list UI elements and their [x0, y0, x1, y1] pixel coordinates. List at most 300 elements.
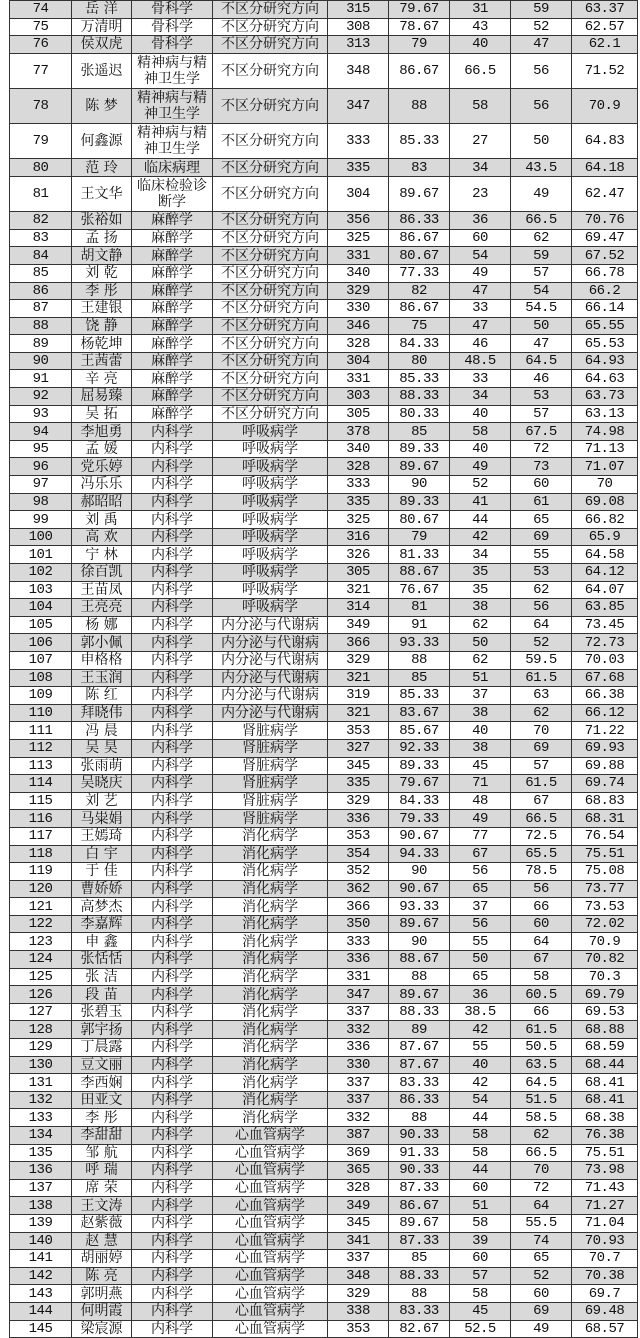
direction-cell: 内分泌与代谢病 [213, 704, 328, 722]
rank-cell: 124 [10, 951, 72, 969]
name-cell: 万清明 [72, 18, 132, 36]
rank-cell: 98 [10, 493, 72, 511]
table-row [10, 546, 638, 564]
name-cell: 孟 扬 [72, 229, 132, 247]
table-row [10, 1179, 638, 1197]
initial-score-cell: 347 [328, 88, 389, 123]
rank-cell: 105 [10, 616, 72, 634]
initial-score-cell: 303 [328, 388, 389, 406]
direction-cell: 不区分研究方向 [213, 370, 328, 388]
total-score-cell: 64.93 [572, 352, 638, 370]
name-cell: 王文华 [72, 176, 132, 211]
total-score-cell: 71.27 [572, 1197, 638, 1215]
score-a-cell: 90.33 [389, 1162, 450, 1180]
direction-cell: 不区分研究方向 [213, 36, 328, 54]
score-a-cell: 80 [389, 352, 450, 370]
score-b-cell: 60 [450, 1250, 511, 1268]
table-row [10, 247, 638, 265]
total-score-cell: 76.54 [572, 827, 638, 845]
score-b-cell: 67 [450, 845, 511, 863]
score-a-cell: 83.33 [389, 1074, 450, 1092]
total-score-cell: 70.93 [572, 1232, 638, 1250]
rank-cell: 90 [10, 352, 72, 370]
initial-score-cell: 387 [328, 1127, 389, 1145]
name-cell: 于 佳 [72, 863, 132, 881]
rank-cell: 101 [10, 546, 72, 564]
total-score-cell: 68.41 [572, 1091, 638, 1109]
major-cell: 临床检验诊断学 [132, 176, 213, 211]
major-cell: 麻醉学 [132, 335, 213, 353]
score-b-cell: 40 [450, 1056, 511, 1074]
total-score-cell: 64.63 [572, 370, 638, 388]
rank-cell: 118 [10, 845, 72, 863]
rank-cell: 97 [10, 476, 72, 494]
rank-cell: 143 [10, 1285, 72, 1303]
name-cell: 赵紫薇 [72, 1214, 132, 1232]
direction-cell: 心血管病学 [213, 1267, 328, 1285]
score-a-cell: 79.67 [389, 1, 450, 19]
rank-cell: 115 [10, 792, 72, 810]
table-row [10, 1003, 638, 1021]
score-b-cell: 56 [450, 863, 511, 881]
score-b-cell: 34 [450, 546, 511, 564]
score-a-cell: 81.33 [389, 546, 450, 564]
total-score-cell: 69.48 [572, 1302, 638, 1320]
score-a-cell: 88.33 [389, 1267, 450, 1285]
total-score-cell: 70 [572, 476, 638, 494]
rank-cell: 128 [10, 1021, 72, 1039]
table-row [10, 863, 638, 881]
score-a-cell: 80.67 [389, 511, 450, 529]
score-c-cell: 64 [511, 1197, 572, 1215]
major-cell: 骨科学 [132, 18, 213, 36]
initial-score-cell: 352 [328, 863, 389, 881]
total-score-cell: 71.52 [572, 53, 638, 88]
initial-score-cell: 348 [328, 53, 389, 88]
score-b-cell: 47 [450, 317, 511, 335]
score-c-cell: 67.5 [511, 423, 572, 441]
total-score-cell: 66.78 [572, 264, 638, 282]
total-score-cell: 70.9 [572, 933, 638, 951]
score-c-cell: 46 [511, 370, 572, 388]
initial-score-cell: 325 [328, 511, 389, 529]
score-b-cell: 38 [450, 739, 511, 757]
rank-cell: 96 [10, 458, 72, 476]
initial-score-cell: 331 [328, 968, 389, 986]
initial-score-cell: 348 [328, 1267, 389, 1285]
direction-cell: 心血管病学 [213, 1179, 328, 1197]
rank-cell: 78 [10, 88, 72, 123]
score-c-cell: 70 [511, 722, 572, 740]
initial-score-cell: 328 [328, 1179, 389, 1197]
score-b-cell: 58 [450, 1214, 511, 1232]
score-a-cell: 93.33 [389, 634, 450, 652]
score-b-cell: 44 [450, 511, 511, 529]
score-a-cell: 93.33 [389, 898, 450, 916]
total-score-cell: 71.04 [572, 1214, 638, 1232]
score-c-cell: 52 [511, 18, 572, 36]
score-c-cell: 60 [511, 1285, 572, 1303]
rank-cell: 93 [10, 405, 72, 423]
table-row [10, 634, 638, 652]
score-c-cell: 64.5 [511, 1074, 572, 1092]
major-cell: 骨科学 [132, 36, 213, 54]
table-row [10, 511, 638, 529]
score-c-cell: 60 [511, 476, 572, 494]
direction-cell: 呼吸病学 [213, 599, 328, 617]
rank-cell: 125 [10, 968, 72, 986]
name-cell: 高梦杰 [72, 898, 132, 916]
total-score-cell: 68.44 [572, 1056, 638, 1074]
score-c-cell: 62 [511, 1127, 572, 1145]
total-score-cell: 63.37 [572, 1, 638, 19]
rank-cell: 74 [10, 1, 72, 19]
score-a-cell: 88.33 [389, 388, 450, 406]
initial-score-cell: 362 [328, 880, 389, 898]
total-score-cell: 68.31 [572, 810, 638, 828]
direction-cell: 内分泌与代谢病 [213, 687, 328, 705]
direction-cell: 呼吸病学 [213, 458, 328, 476]
score-b-cell: 50 [450, 634, 511, 652]
name-cell: 吴 拓 [72, 405, 132, 423]
score-b-cell: 58 [450, 88, 511, 123]
score-b-cell: 48.5 [450, 352, 511, 370]
rank-cell: 81 [10, 176, 72, 211]
table-row [10, 440, 638, 458]
score-c-cell: 69 [511, 1302, 572, 1320]
total-score-cell: 71.43 [572, 1179, 638, 1197]
total-score-cell: 73.98 [572, 1162, 638, 1180]
major-cell: 内科学 [132, 458, 213, 476]
total-score-cell: 64.58 [572, 546, 638, 564]
name-cell: 李嘉辉 [72, 915, 132, 933]
score-a-cell: 85.33 [389, 687, 450, 705]
initial-score-cell: 319 [328, 687, 389, 705]
score-a-cell: 80.33 [389, 405, 450, 423]
score-c-cell: 65.5 [511, 845, 572, 863]
rank-cell: 108 [10, 669, 72, 687]
direction-cell: 消化病学 [213, 1003, 328, 1021]
direction-cell: 心血管病学 [213, 1250, 328, 1268]
table-row [10, 1127, 638, 1145]
score-b-cell: 27 [450, 124, 511, 159]
name-cell: 侯双虎 [72, 36, 132, 54]
initial-score-cell: 366 [328, 898, 389, 916]
total-score-cell: 68.41 [572, 1074, 638, 1092]
direction-cell: 呼吸病学 [213, 476, 328, 494]
score-c-cell: 61.5 [511, 669, 572, 687]
major-cell: 内科学 [132, 564, 213, 582]
table-row [10, 599, 638, 617]
score-a-cell: 75 [389, 317, 450, 335]
score-c-cell: 58 [511, 968, 572, 986]
score-b-cell: 66.5 [450, 53, 511, 88]
score-a-cell: 87.33 [389, 1232, 450, 1250]
score-c-cell: 49 [511, 1320, 572, 1338]
rank-cell: 131 [10, 1074, 72, 1092]
table-row [10, 1021, 638, 1039]
rank-cell: 88 [10, 317, 72, 335]
score-c-cell: 69 [511, 528, 572, 546]
initial-score-cell: 321 [328, 581, 389, 599]
rank-cell: 119 [10, 863, 72, 881]
name-cell: 屈易臻 [72, 388, 132, 406]
major-cell: 内科学 [132, 528, 213, 546]
table-row [10, 775, 638, 793]
rank-cell: 106 [10, 634, 72, 652]
major-cell: 内科学 [132, 1267, 213, 1285]
score-a-cell: 81 [389, 599, 450, 617]
initial-score-cell: 315 [328, 1, 389, 19]
name-cell: 吴 昊 [72, 739, 132, 757]
name-cell: 杨 娜 [72, 616, 132, 634]
score-b-cell: 42 [450, 1074, 511, 1092]
score-a-cell: 88 [389, 88, 450, 123]
score-b-cell: 54 [450, 1091, 511, 1109]
table-row [10, 352, 638, 370]
score-a-cell: 90 [389, 863, 450, 881]
initial-score-cell: 349 [328, 1197, 389, 1215]
total-score-cell: 68.57 [572, 1320, 638, 1338]
score-c-cell: 62 [511, 581, 572, 599]
initial-score-cell: 321 [328, 704, 389, 722]
initial-score-cell: 329 [328, 651, 389, 669]
major-cell: 内科学 [132, 775, 213, 793]
table-row [10, 1162, 638, 1180]
table-row [10, 1109, 638, 1127]
score-a-cell: 89.67 [389, 176, 450, 211]
score-b-cell: 55 [450, 933, 511, 951]
initial-score-cell: 378 [328, 423, 389, 441]
direction-cell: 消化病学 [213, 1074, 328, 1092]
score-c-cell: 63.5 [511, 1056, 572, 1074]
score-b-cell: 40 [450, 36, 511, 54]
score-c-cell: 61.5 [511, 1021, 572, 1039]
initial-score-cell: 333 [328, 476, 389, 494]
direction-cell: 呼吸病学 [213, 511, 328, 529]
score-b-cell: 45 [450, 757, 511, 775]
initial-score-cell: 356 [328, 212, 389, 230]
score-b-cell: 36 [450, 212, 511, 230]
score-c-cell: 47 [511, 36, 572, 54]
total-score-cell: 73.53 [572, 898, 638, 916]
initial-score-cell: 329 [328, 1285, 389, 1303]
score-c-cell: 63 [511, 687, 572, 705]
score-a-cell: 85.33 [389, 124, 450, 159]
major-cell: 内科学 [132, 810, 213, 828]
score-b-cell: 58 [450, 1127, 511, 1145]
initial-score-cell: 332 [328, 1021, 389, 1039]
name-cell: 王茜蕾 [72, 352, 132, 370]
major-cell: 内科学 [132, 1021, 213, 1039]
score-c-cell: 49 [511, 176, 572, 211]
major-cell: 骨科学 [132, 1, 213, 19]
score-b-cell: 55 [450, 1039, 511, 1057]
score-b-cell: 48 [450, 792, 511, 810]
name-cell: 何明霞 [72, 1302, 132, 1320]
score-b-cell: 34 [450, 388, 511, 406]
name-cell: 刘 禹 [72, 511, 132, 529]
score-c-cell: 55.5 [511, 1214, 572, 1232]
score-a-cell: 86.33 [389, 212, 450, 230]
score-b-cell: 34 [450, 159, 511, 177]
rank-cell: 103 [10, 581, 72, 599]
score-b-cell: 23 [450, 176, 511, 211]
name-cell: 党乐婷 [72, 458, 132, 476]
name-cell: 王苗凤 [72, 581, 132, 599]
total-score-cell: 72.73 [572, 634, 638, 652]
score-b-cell: 37 [450, 687, 511, 705]
table-row [10, 229, 638, 247]
name-cell: 丁晨露 [72, 1039, 132, 1057]
initial-score-cell: 332 [328, 1109, 389, 1127]
table-row [10, 827, 638, 845]
score-c-cell: 72 [511, 1179, 572, 1197]
score-b-cell: 77 [450, 827, 511, 845]
table-row [10, 898, 638, 916]
score-c-cell: 56 [511, 53, 572, 88]
initial-score-cell: 369 [328, 1144, 389, 1162]
total-score-cell: 66.12 [572, 704, 638, 722]
score-c-cell: 60.5 [511, 986, 572, 1004]
initial-score-cell: 345 [328, 1214, 389, 1232]
score-c-cell: 62 [511, 229, 572, 247]
score-a-cell: 94.33 [389, 845, 450, 863]
initial-score-cell: 349 [328, 616, 389, 634]
rank-cell: 140 [10, 1232, 72, 1250]
score-b-cell: 51 [450, 1197, 511, 1215]
rank-cell: 122 [10, 915, 72, 933]
total-score-cell: 69.88 [572, 757, 638, 775]
major-cell: 内科学 [132, 1162, 213, 1180]
table-row [10, 476, 638, 494]
total-score-cell: 67.68 [572, 669, 638, 687]
table-row [10, 1285, 638, 1303]
table-row [10, 264, 638, 282]
direction-cell: 心血管病学 [213, 1320, 328, 1338]
name-cell: 梁宸源 [72, 1320, 132, 1338]
major-cell: 麻醉学 [132, 247, 213, 265]
table-row [10, 722, 638, 740]
table-row [10, 1039, 638, 1057]
score-a-cell: 90.67 [389, 880, 450, 898]
initial-score-cell: 333 [328, 933, 389, 951]
score-c-cell: 72.5 [511, 827, 572, 845]
score-c-cell: 65 [511, 1250, 572, 1268]
score-a-cell: 88 [389, 968, 450, 986]
score-a-cell: 88 [389, 651, 450, 669]
name-cell: 王嫣琦 [72, 827, 132, 845]
table-row [10, 212, 638, 230]
rank-cell: 82 [10, 212, 72, 230]
score-a-cell: 79.33 [389, 810, 450, 828]
table-row [10, 36, 638, 54]
name-cell: 李旭勇 [72, 423, 132, 441]
rank-cell: 95 [10, 440, 72, 458]
name-cell: 何鑫源 [72, 124, 132, 159]
table-row [10, 968, 638, 986]
major-cell: 内科学 [132, 493, 213, 511]
rank-cell: 139 [10, 1214, 72, 1232]
name-cell: 曹娇娇 [72, 880, 132, 898]
direction-cell: 不区分研究方向 [213, 1, 328, 19]
major-cell: 内科学 [132, 845, 213, 863]
direction-cell: 消化病学 [213, 951, 328, 969]
direction-cell: 内分泌与代谢病 [213, 669, 328, 687]
total-score-cell: 66.2 [572, 282, 638, 300]
score-a-cell: 79 [389, 36, 450, 54]
major-cell: 精神病与精神卫生学 [132, 53, 213, 88]
direction-cell: 消化病学 [213, 898, 328, 916]
direction-cell: 呼吸病学 [213, 528, 328, 546]
major-cell: 内科学 [132, 1056, 213, 1074]
name-cell: 李甜甜 [72, 1127, 132, 1145]
table-row [10, 388, 638, 406]
major-cell: 精神病与精神卫生学 [132, 88, 213, 123]
major-cell: 内科学 [132, 1127, 213, 1145]
major-cell: 内科学 [132, 687, 213, 705]
table-row [10, 651, 638, 669]
direction-cell: 呼吸病学 [213, 581, 328, 599]
score-a-cell: 89.33 [389, 440, 450, 458]
table-row [10, 1, 638, 19]
score-b-cell: 62 [450, 651, 511, 669]
table-row [10, 616, 638, 634]
initial-score-cell: 336 [328, 1039, 389, 1057]
table-row [10, 739, 638, 757]
direction-cell: 不区分研究方向 [213, 335, 328, 353]
direction-cell: 不区分研究方向 [213, 317, 328, 335]
rank-cell: 117 [10, 827, 72, 845]
initial-score-cell: 325 [328, 229, 389, 247]
rank-cell: 141 [10, 1250, 72, 1268]
score-a-cell: 79.67 [389, 775, 450, 793]
direction-cell: 消化病学 [213, 1109, 328, 1127]
score-c-cell: 57 [511, 264, 572, 282]
major-cell: 内科学 [132, 440, 213, 458]
score-c-cell: 54.5 [511, 300, 572, 318]
direction-cell: 不区分研究方向 [213, 405, 328, 423]
score-c-cell: 62 [511, 704, 572, 722]
total-score-cell: 66.38 [572, 687, 638, 705]
table-row [10, 1232, 638, 1250]
table-row [10, 423, 638, 441]
score-b-cell: 54 [450, 247, 511, 265]
rank-cell: 79 [10, 124, 72, 159]
initial-score-cell: 345 [328, 757, 389, 775]
total-score-cell: 68.83 [572, 792, 638, 810]
name-cell: 李 彤 [72, 282, 132, 300]
direction-cell: 消化病学 [213, 863, 328, 881]
score-c-cell: 50 [511, 124, 572, 159]
name-cell: 岳 洋 [72, 1, 132, 19]
score-b-cell: 57 [450, 1267, 511, 1285]
score-c-cell: 55 [511, 546, 572, 564]
major-cell: 内科学 [132, 898, 213, 916]
name-cell: 张碧玉 [72, 1003, 132, 1021]
direction-cell: 消化病学 [213, 933, 328, 951]
total-score-cell: 72.02 [572, 915, 638, 933]
direction-cell: 消化病学 [213, 986, 328, 1004]
major-cell: 内科学 [132, 792, 213, 810]
initial-score-cell: 314 [328, 599, 389, 617]
rank-cell: 112 [10, 739, 72, 757]
score-a-cell: 89.33 [389, 493, 450, 511]
initial-score-cell: 331 [328, 370, 389, 388]
initial-score-cell: 337 [328, 1074, 389, 1092]
direction-cell: 心血管病学 [213, 1162, 328, 1180]
name-cell: 张 洁 [72, 968, 132, 986]
